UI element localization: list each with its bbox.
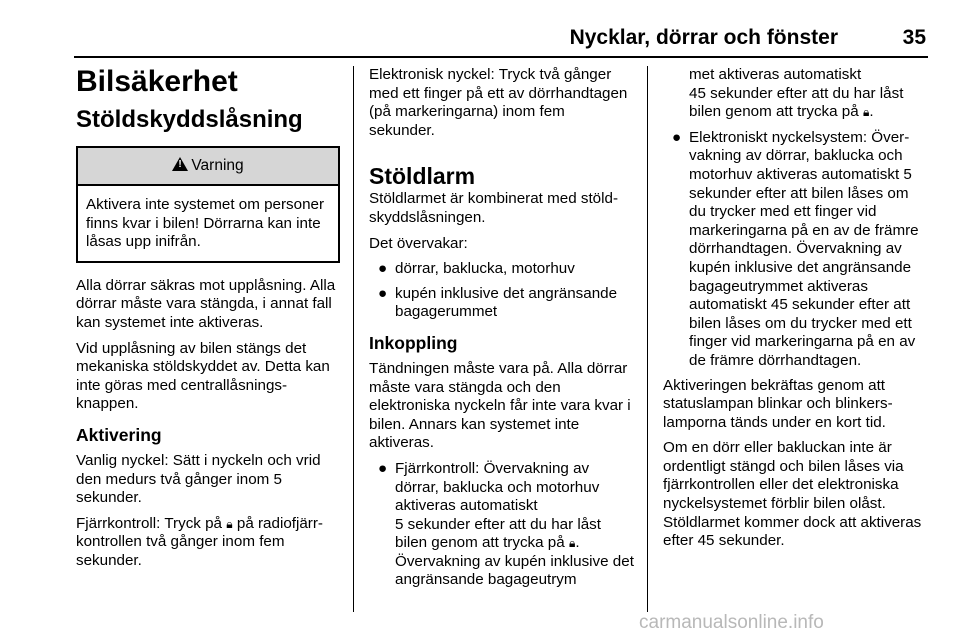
- watermark: carmanualsonline.info: [639, 612, 824, 633]
- paragraph: Vid upplåsning av bilen stängs det mekaniska stöldskyddet av. Detta kan inte göras med centrallåsningsknappen.: [76, 339, 330, 413]
- lock-icon: 🔒︎: [568, 536, 576, 551]
- paragraph: Alla dörrar säkras mot upplåsning. Alla dörrar måste vara stängda, i annat fall kan systemet inte aktiveras.: [76, 276, 336, 331]
- column-divider-1: [353, 66, 354, 612]
- heading-aktivering: Aktivering: [76, 424, 162, 445]
- column-2: [369, 66, 634, 596]
- column-3: [663, 66, 929, 558]
- text-fragment: på radiofjärrkontrollen två gånger inom fem sekunder.: [76, 514, 323, 569]
- text-fragment: Fjärrkontroll: Tryck på: [76, 514, 223, 532]
- section-title: Bilsäkerhet: [76, 65, 238, 98]
- page-number: 35: [902, 26, 926, 49]
- activation-list: [369, 460, 634, 590]
- warning-text: Aktivera inte systemet om personer finns kvar i bilen! Dörrarna kan inte låsas upp inifrån.: [86, 196, 325, 251]
- column-1: [76, 66, 340, 578]
- bullet-icon: ●: [672, 128, 682, 146]
- running-title: Nycklar, dörrar och fönster: [569, 26, 838, 49]
- bullet-icon: ●: [378, 459, 388, 477]
- heading-stoldlarm: Stöldlarm: [369, 163, 476, 190]
- list-item: ● Fjärrkontroll: Övervakning av dörrar, baklucka och motorhuv aktiveras automatiskt 5 sekunder efter att du har låst bilen genom att trycka på 🔒︎. Övervakning av kupén inklusive det angränsande bagageutrym: [378, 459, 634, 589]
- column-divider-2: [647, 66, 648, 612]
- bullet-icon: ●: [378, 284, 388, 302]
- paragraph: Tändningen måste vara på. Alla dörrar måste vara stängda och den elektroniska nyckeln får inte vara kvar i bilen. Annars kan systemet inte aktiveras.: [369, 359, 631, 452]
- paragraph: Stöldlarmet är kombinerat med stöldskyddslåsningen.: [369, 190, 619, 226]
- warning-triangle-icon: [172, 157, 188, 171]
- warning-title: Varning: [191, 157, 244, 174]
- activation-list-cont: [663, 129, 929, 371]
- lock-icon: 🔒︎: [862, 105, 870, 120]
- header-rule: [74, 56, 928, 58]
- warning-header: [78, 148, 338, 186]
- monitored-list: [369, 260, 634, 322]
- list-item-continuation: met aktiveras automatiskt 45 sekunder efter att du har låst bilen genom att trycka på 🔒︎.: [689, 66, 904, 121]
- lock-icon: 🔒︎: [226, 516, 233, 531]
- list-item: ● dörrar, baklucka, motorhuv: [378, 260, 575, 278]
- list-item: ● kupén inklusive det angränsande bagagerummet: [378, 284, 618, 321]
- heading-inkoppling: Inkoppling: [369, 332, 458, 353]
- paragraph: Elektronisk nyckel: Tryck två gånger med ett finger på ett av dörrhandtagen (på markeringarna) inom fem sekunder.: [369, 66, 628, 139]
- list-item: ● Elektroniskt nyckelsystem: Övervakning av dörrar, baklucka och motorhuv aktiveras automatiskt 5 sekunder efter att bilen låses om du trycker med ett finger vid markeringarna på en av de främre dörrhandtagen. Övervakning av kupén inklusive det angränsande bagageutrymmet aktiveras automatiskt 45 sekunder efter att bilen låses om du trycker med ett finger vid markeringarna på en av de främre dörrhandtagen.: [672, 128, 919, 369]
- paragraph: Aktiveringen bekräftas genom att statuslampan blinkar och blinkerslamporna tänds under en kort tid.: [663, 376, 893, 431]
- warning-box: [76, 146, 340, 263]
- bullet-icon: ●: [378, 260, 388, 278]
- paragraph: Om en dörr eller bakluckan inte är ordentligt stängd och bilen låses via fjärrkontrollen eller det elektroniska nyckelsystemet förblir bilen olåst. Stöldlarmet kommer dock att aktiveras efter 45 sekunder.: [663, 439, 922, 550]
- paragraph: [76, 515, 340, 571]
- paragraph: Det övervakar:: [369, 234, 468, 252]
- paragraph: Vanlig nyckel: Sätt i nyckeln och vrid den medurs två gånger inom 5 sekunder.: [76, 451, 321, 507]
- subsection-title: Stöldskyddslåsning: [76, 106, 303, 133]
